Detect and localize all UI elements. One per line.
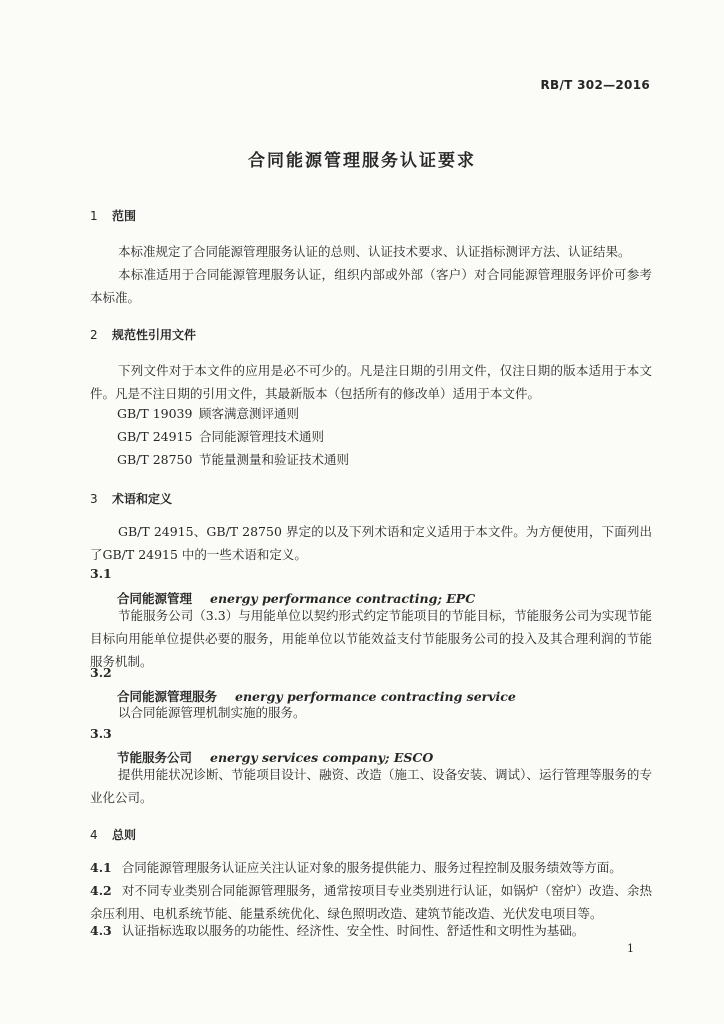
general-clause [90, 856, 652, 879]
clause-number: 4.3 [90, 923, 112, 938]
reference-item [117, 404, 299, 422]
reference-name: 顾客满意测评通则 [199, 406, 300, 421]
standard-code: RB/T 302—2016 [540, 78, 650, 92]
term-english: energy performance contracting; EPC [210, 591, 476, 606]
term-definition: 提供用能状况诊断、节能项目设计、融资、改造（施工、设备安装、调试）、运行管理等服务的专业化公司。 [90, 767, 652, 805]
term-english: energy services company; ESCO [210, 750, 434, 765]
term-number: 3.3 [90, 726, 112, 741]
scope-paragraph-2: 本标准适用于合同能源管理服务认证，组织内部或外部（客户）对合同能源管理服务评价可参考本标准。 [90, 267, 652, 305]
term-definition: 以合同能源管理机制实施的服务。 [118, 705, 306, 720]
section-title: 总则 [112, 828, 137, 842]
section-heading-references [90, 326, 196, 343]
document-title: 合同能源管理服务认证要求 [248, 151, 476, 171]
clause-number: 4.1 [90, 860, 112, 875]
term-chinese: 节能服务公司 [117, 750, 193, 765]
reference-code: GB/T 24915 [117, 429, 193, 444]
reference-name: 节能量测量和验证技术通则 [199, 452, 350, 467]
general-clause [90, 919, 652, 942]
term-number: 3.2 [90, 665, 112, 680]
section-number: 2 [90, 328, 98, 342]
section-heading-scope [90, 207, 136, 224]
term-chinese: 合同能源管理服务 [117, 689, 218, 704]
section-title: 规范性引用文件 [112, 328, 197, 342]
references-intro: 下列文件对于本文件的应用是必不可少的。凡是注日期的引用文件，仅注日期的版本适用于本文件。凡是不注日期的引用文件，其最新版本（包括所有的修改单）适用于本文件。 [90, 363, 652, 401]
term-number: 3.1 [90, 566, 112, 581]
reference-code: GB/T 19039 [117, 406, 193, 421]
page-number: 1 [627, 942, 634, 955]
clause-text: 认证指标选取以服务的功能性、经济性、安全性、时间性、舒适性和文明性为基础。 [121, 923, 585, 938]
terms-intro: GB/T 24915、GB/T 28750 界定的以及下列术语和定义适用于本文件。为方便使用，下面列出了GB/T 24915 中的一些术语和定义。 [90, 524, 652, 562]
clause-text: 对不同专业类别合同能源管理服务，通常按项目专业类别进行认证，如锅炉（窑炉）改造、余热余压利用、电机系统节能、能量系统优化、绿色照明改造、建筑节能改造、光伏发电项目等。 [90, 883, 652, 921]
section-number: 1 [90, 209, 98, 223]
section-title: 范围 [112, 209, 137, 223]
term-chinese: 合同能源管理 [117, 591, 193, 606]
clause-number: 4.2 [90, 883, 112, 898]
reference-name: 合同能源管理技术通则 [199, 429, 325, 444]
term-english: energy performance contracting service [235, 689, 516, 704]
reference-item [117, 427, 324, 445]
section-number: 4 [90, 828, 98, 842]
scope-paragraph-1: 本标准规定了合同能源管理服务认证的总则、认证技术要求、认证指标测评方法、认证结果。 [118, 244, 631, 259]
reference-item [117, 450, 349, 468]
reference-code: GB/T 28750 [117, 452, 193, 467]
term-definition: 节能服务公司（3.3）与用能单位以契约形式约定节能项目的节能目标，节能服务公司为实现节能目标向用能单位提供必要的服务，用能单位以节能效益支付节能服务公司的投入及其合理利润的节能服务机制。 [90, 608, 652, 669]
section-heading-terms [90, 490, 172, 507]
section-title: 术语和定义 [112, 492, 173, 506]
clause-text: 合同能源管理服务认证应关注认证对象的服务提供能力、服务过程控制及服务绩效等方面。 [121, 860, 622, 875]
section-heading-general [90, 826, 136, 843]
section-number: 3 [90, 492, 98, 506]
